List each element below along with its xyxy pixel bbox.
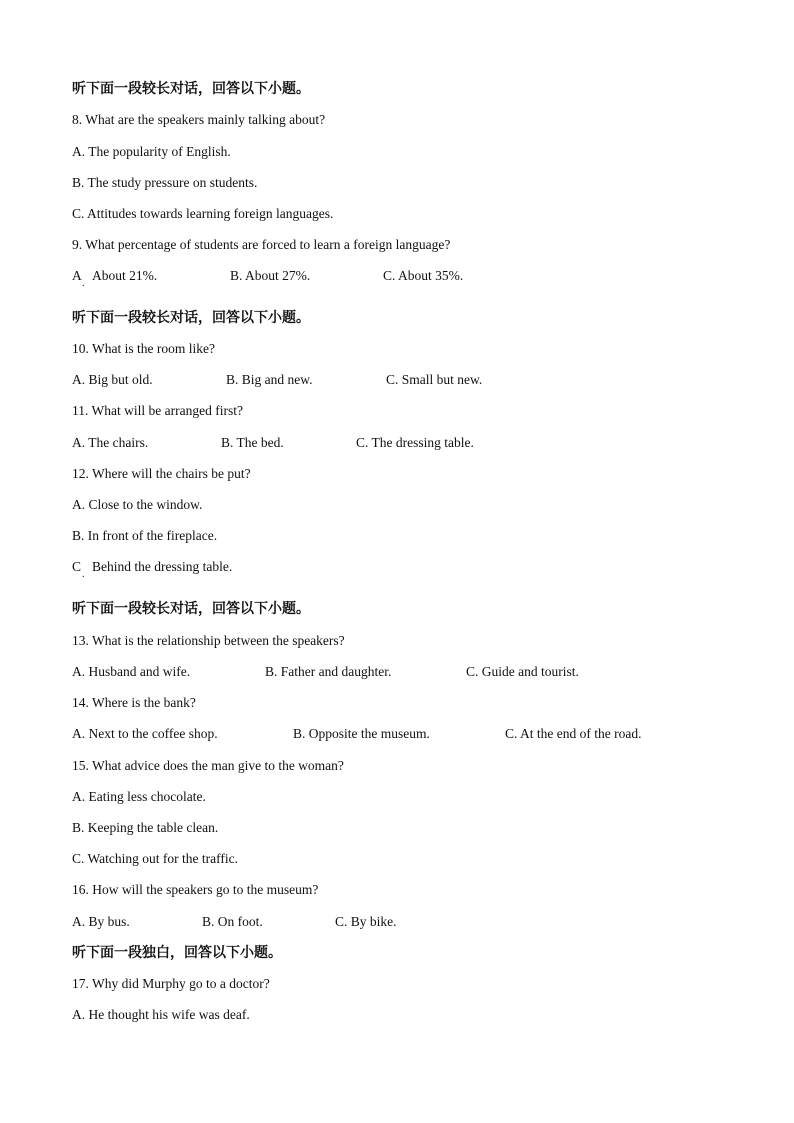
question-13-option-a: A. Husband and wife. — [72, 664, 191, 679]
question-11-option-c: C. The dressing table. — [356, 435, 474, 450]
question-11-stem: 11. What will be arranged first? — [72, 403, 243, 418]
question-14-options — [0, 725, 794, 745]
section-heading: 听下面一段较长对话，回答以下小题。 — [72, 601, 310, 617]
question-14-option-b: B. Opposite the museum. — [293, 726, 430, 741]
question-15-option-b: B. Keeping the table clean. — [72, 820, 219, 835]
question-17-stem: 17. Why did Murphy go to a doctor? — [72, 976, 270, 991]
question-9-option-a-letter: A — [72, 268, 82, 283]
question-12-option-c-letter: C — [72, 559, 82, 574]
question-13-option-c: C. Guide and tourist. — [466, 664, 579, 679]
question-8-option-a: A. The popularity of English. — [72, 144, 231, 159]
question-12-stem: 12. Where will the chairs be put? — [72, 466, 251, 481]
question-13-options — [0, 663, 794, 683]
question-14-stem: 14. Where is the bank? — [72, 695, 196, 710]
question-15-option-c: C. Watching out for the traffic. — [72, 851, 238, 866]
question-8-stem: 8. What are the speakers mainly talking about? — [72, 112, 326, 127]
question-12-option-c-row — [0, 558, 794, 578]
question-8-option-c: C. Attitudes towards learning foreign languages. — [72, 206, 334, 221]
question-13-stem: 13. What is the relationship between the speakers? — [72, 633, 345, 648]
question-9-option-b: B. About 27%. — [230, 268, 311, 283]
question-11-options — [0, 434, 794, 454]
question-9-option-c: C. About 35%. — [383, 268, 464, 283]
question-12-option-a: A. Close to the window. — [72, 497, 203, 512]
question-10-option-a: A. Big but old. — [72, 372, 153, 387]
question-10-option-b: B. Big and new. — [226, 372, 313, 387]
question-9-options — [0, 267, 794, 287]
question-16-stem: 16. How will the speakers go to the museum? — [72, 882, 319, 897]
option-dot-mark: . — [82, 569, 85, 580]
question-9-option-a-text: About 21%. — [92, 268, 158, 283]
section-heading: 听下面一段较长对话，回答以下小题。 — [72, 81, 310, 97]
question-9-stem: 9. What percentage of students are forced to learn a foreign language? — [72, 237, 451, 252]
section-heading: 听下面一段独白，回答以下小题。 — [72, 945, 282, 961]
question-11-option-a: A. The chairs. — [72, 435, 149, 450]
section-heading: 听下面一段较长对话，回答以下小题。 — [72, 310, 310, 326]
question-12-option-c-text: Behind the dressing table. — [92, 559, 233, 574]
question-13-option-b: B. Father and daughter. — [265, 664, 392, 679]
question-17-option-a: A. He thought his wife was deaf. — [72, 1007, 250, 1022]
question-14-option-c: C. At the end of the road. — [505, 726, 642, 741]
question-16-option-b: B. On foot. — [202, 914, 263, 929]
question-14-option-a: A. Next to the coffee shop. — [72, 726, 218, 741]
question-15-option-a: A. Eating less chocolate. — [72, 789, 206, 804]
question-8-option-b: B. The study pressure on students. — [72, 175, 258, 190]
question-16-options — [0, 913, 794, 933]
question-11-option-b: B. The bed. — [221, 435, 284, 450]
question-10-option-c: C. Small but new. — [386, 372, 483, 387]
question-12-option-b: B. In front of the fireplace. — [72, 528, 218, 543]
question-10-stem: 10. What is the room like? — [72, 341, 215, 356]
question-15-stem: 15. What advice does the man give to the woman? — [72, 758, 344, 773]
option-dot-mark: . — [82, 278, 85, 289]
question-16-option-a: A. By bus. — [72, 914, 130, 929]
question-16-option-c: C. By bike. — [335, 914, 397, 929]
question-10-options — [0, 371, 794, 391]
